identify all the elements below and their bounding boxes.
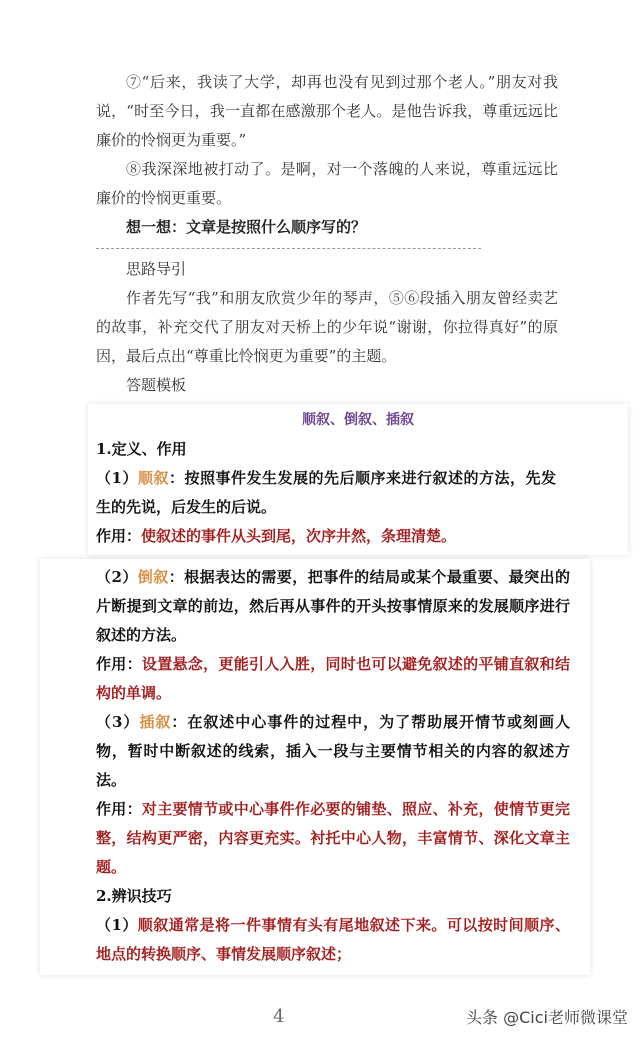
guide-text: 作者先写“我”和朋友欣赏少年的琴声，⑤⑥段插入朋友曾经卖艺的故事，补充交代了朋友对天桥上的少年说“谢谢，你拉得真好”的原因，最后点出“尊重比怜悯更为重要”的主题。 xyxy=(96,289,558,365)
item-interpolation xyxy=(96,708,570,795)
tip-text: 顺叙通常是将一件事情有头有尾地叙述下来。可以按时间顺序、地点的转换顺序、事情发展顺序叙述； xyxy=(96,916,570,963)
section-identification-heading: 2.辨识技巧 xyxy=(96,887,172,905)
item-prefix: （1） xyxy=(96,916,138,934)
question-heading: 想一想：文章是按照什么顺序写的？ xyxy=(126,218,367,236)
item-text: ：按照事件发生发展的先后顺序来进行叙述的方法，先发生的先说，后发生的后说。 xyxy=(96,469,556,516)
use-label: 作用： xyxy=(96,527,142,545)
item-prefix: （2） xyxy=(96,568,138,586)
watermark: 头条 @Cici老师微课堂 xyxy=(466,1008,628,1027)
use-label: 作用： xyxy=(96,655,142,673)
item-interpolation-use xyxy=(96,795,570,882)
template-label: 答题模板 xyxy=(126,376,187,394)
definition-card-2 xyxy=(40,559,590,975)
definition-card-1 xyxy=(88,404,628,555)
term-flashback: 倒叙 xyxy=(137,568,169,586)
divider xyxy=(96,248,481,249)
use-text: 设置悬念，更能引人入胜，同时也可以避免叙述的平铺直叙和结构的单调。 xyxy=(96,655,570,702)
item-prefix: （3） xyxy=(96,713,140,731)
use-text: 对主要情节或中心事件作必要的铺垫、照应、补充，使情节更完整，结构更严密，内容更充实。衬托中心人物，丰富情节、深化文章主题。 xyxy=(96,800,570,876)
item-text: ：根据表达的需要，把事件的结局或某个最重要、最突出的片断提到文章的前边，然后再从事件的开头按事情原来的发展顺序进行叙述的方法。 xyxy=(96,568,570,644)
item-flashback xyxy=(96,563,570,650)
use-text: 使叙述的事件从头到尾，次序井然，条理清楚。 xyxy=(141,527,457,545)
guide-title: 思路导引 xyxy=(126,260,187,278)
item-sequential-use xyxy=(96,522,556,551)
story-paragraph-8: ⑧我深深地被打动了。是啊，对一个落魄的人来说，尊重远远比廉价的怜悯更重要。 xyxy=(96,160,558,207)
item-flashback-use xyxy=(96,650,570,708)
term-sequential: 顺叙 xyxy=(137,469,169,487)
item-text: ：在叙述中心事件的过程中，为了帮助展开情节或刻画人物，暂时中断叙述的线索，插入一段与主要情节相关的内容的叙述方法。 xyxy=(96,713,570,789)
item-prefix: （1） xyxy=(96,469,138,487)
story-paragraph-7: ⑦“后来，我读了大学，却再也没有见到过那个老人。”朋友对我说，“时至今日，我一直都在感激那个老人。是他告诉我，尊重远远比廉价的怜悯更为重要。” xyxy=(96,73,558,149)
section-definition-heading: 1.定义、作用 xyxy=(96,440,187,458)
tip-sequential xyxy=(96,911,570,969)
card-title: 顺叙、倒叙、插叙 xyxy=(302,412,414,428)
page-number: 4 xyxy=(273,1006,285,1027)
item-sequential xyxy=(96,464,556,522)
use-label: 作用： xyxy=(96,800,142,818)
term-interpolation: 插叙 xyxy=(139,713,172,731)
page-footer xyxy=(0,975,640,1038)
